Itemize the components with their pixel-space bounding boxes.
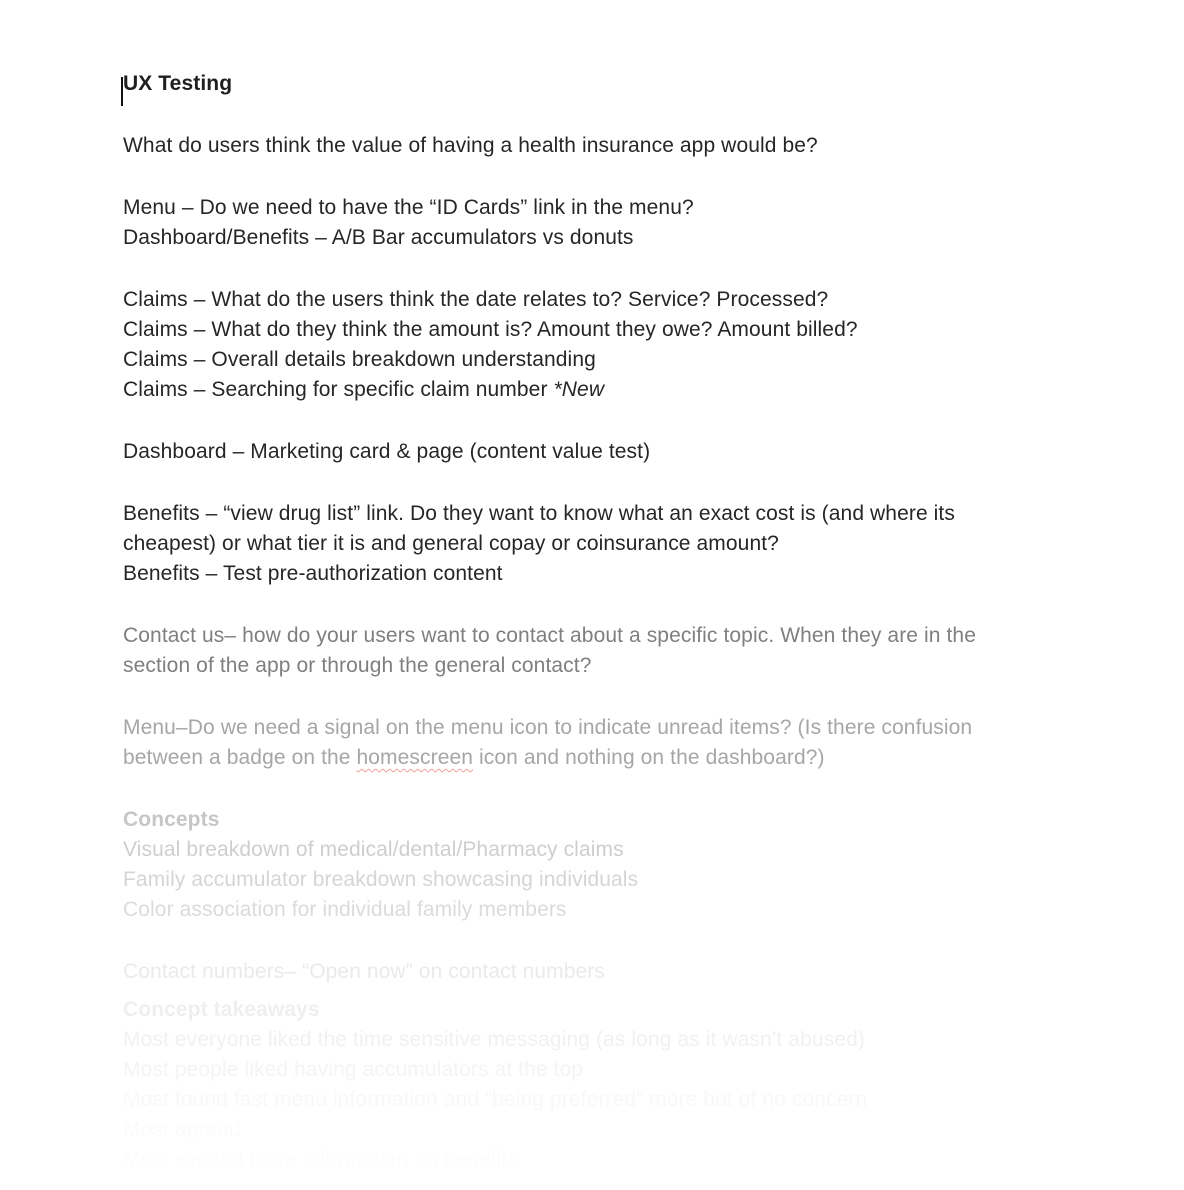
heading-line-21 xyxy=(123,995,1153,1025)
text-segment: Family accumulator breakdown showcasing individuals xyxy=(123,868,639,891)
text-segment: Concept takeaways xyxy=(123,998,320,1021)
text-line-12 xyxy=(123,621,1153,651)
text-line-9 xyxy=(123,499,1153,529)
text-segment: Claims – Overall details breakdown understanding xyxy=(123,348,596,371)
text-segment: Claims – Searching for specific claim number xyxy=(123,378,554,401)
text-line-13 xyxy=(123,651,1153,681)
misspelled-word: homescreen xyxy=(356,746,474,769)
text-line-14 xyxy=(123,713,1153,743)
text-segment: UX Testing xyxy=(123,72,233,95)
text-segment: between a badge on the xyxy=(123,746,357,769)
text-segment: Most found fast menu information and “being preferred” more but of no concern xyxy=(123,1088,868,1111)
text-line-15 xyxy=(123,743,1153,773)
text-segment: Concepts xyxy=(123,808,220,831)
text-segment: Most agreed xyxy=(123,1118,241,1141)
text-line-4 xyxy=(123,285,1153,315)
text-segment: What do users think the value of having a health insurance app would be? xyxy=(123,134,818,157)
text-segment: Menu – Do we need to have the “ID Cards” link in the menu? xyxy=(123,196,694,219)
text-segment: Benefits – Test pre-authorization content xyxy=(123,562,503,585)
text-line-3 xyxy=(123,223,1153,253)
text-line-26 xyxy=(123,1145,1153,1175)
text-segment: Menu–Do we need a signal on the menu icon to indicate unread items? (Is there confusion xyxy=(123,716,973,739)
text-line-17 xyxy=(123,835,1153,865)
text-segment: Most people liked having accumulators at the top xyxy=(123,1058,584,1081)
text-line-18 xyxy=(123,865,1153,895)
text-line-23 xyxy=(123,1055,1153,1085)
text-segment: section of the app or through the general contact? xyxy=(123,654,592,677)
text-line-24 xyxy=(123,1085,1153,1115)
text-line-20 xyxy=(123,957,1153,987)
text-line-19 xyxy=(123,895,1153,925)
text-segment: Visual breakdown of medical/dental/Pharmacy claims xyxy=(123,838,624,861)
italic-note: *New xyxy=(553,378,605,401)
text-segment: cheapest) or what tier it is and general copay or coinsurance amount? xyxy=(123,532,779,555)
text-segment: Claims – What do they think the amount is? Amount they owe? Amount billed? xyxy=(123,318,858,341)
text-line-25 xyxy=(123,1115,1153,1145)
text-line-1 xyxy=(123,131,1153,161)
text-segment: Most wanted more information on benefits xyxy=(123,1148,519,1171)
text-line-22 xyxy=(123,1025,1153,1055)
text-segment: Color association for individual family members xyxy=(123,898,567,921)
text-line-10 xyxy=(123,529,1153,559)
text-line-11 xyxy=(123,559,1153,589)
text-segment: Benefits – “view drug list” link. Do they want to know what an exact cost is (and where its xyxy=(123,502,955,525)
text-segment: Contact us– how do your users want to contact about a specific topic. When they are in the xyxy=(123,624,976,647)
text-segment: Most everyone liked the time sensitive messaging (as long as it wasn’t abused) xyxy=(123,1028,865,1051)
text-line-8 xyxy=(123,437,1153,467)
text-segment: Dashboard – Marketing card & page (content value test) xyxy=(123,440,651,463)
heading-line-0 xyxy=(123,69,1153,99)
text-line-5 xyxy=(123,315,1153,345)
text-line-2 xyxy=(123,193,1153,223)
text-segment: Dashboard/Benefits – A/B Bar accumulators vs donuts xyxy=(123,226,634,249)
text-segment: Contact numbers– “Open now” on contact numbers xyxy=(123,960,606,983)
text-segment: Claims – What do the users think the date relates to? Service? Processed? xyxy=(123,288,829,311)
text-line-7 xyxy=(123,375,1153,405)
text-line-6 xyxy=(123,345,1153,375)
document-body[interactable] xyxy=(123,69,1153,1175)
heading-line-16 xyxy=(123,805,1153,835)
text-segment: icon and nothing on the dashboard?) xyxy=(473,746,825,769)
